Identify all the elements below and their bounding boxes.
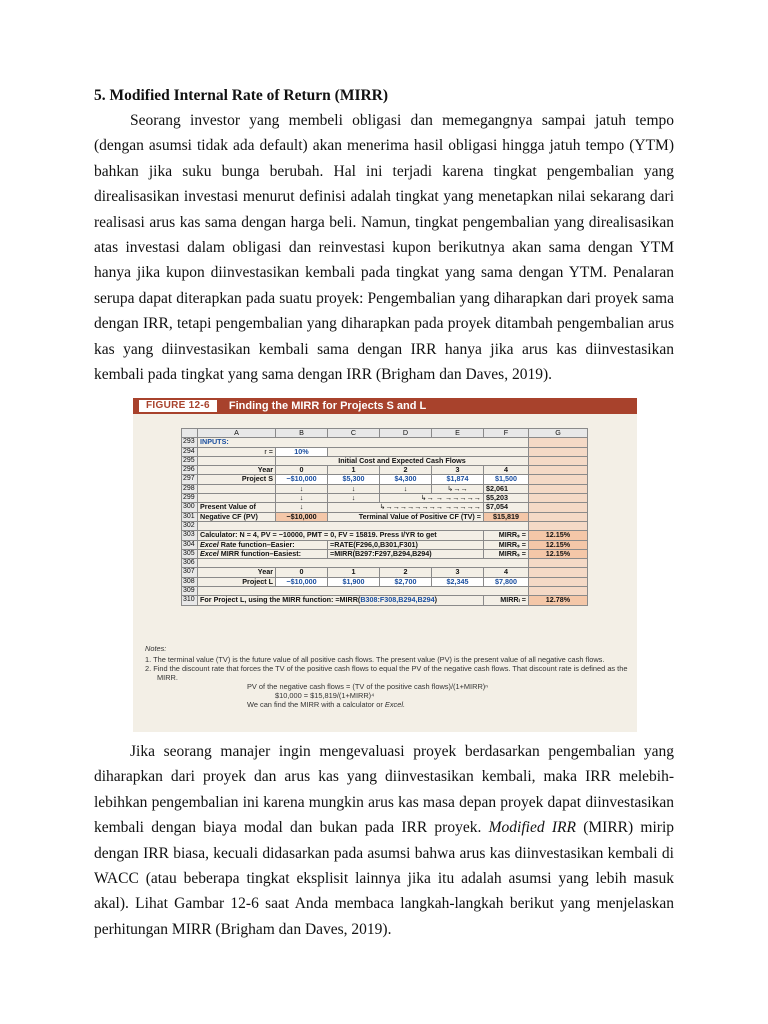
row-301: 301 Negative CF (PV) −$10,000 Terminal Value of Positive CF (TV) = $15,819 xyxy=(182,512,588,521)
col-header: F xyxy=(484,429,529,438)
terminal-value: $15,819 xyxy=(484,512,529,521)
row-300: 300 Present Value of ↓ ↳→→→→→→→→ →→→→→ $7,054 xyxy=(182,503,588,512)
paragraph-1: Seorang investor yang membeli obligasi dan memegangnya sampai jatuh tempo (dengan asumsi tidak ada default) akan menerima hasil obligasi hingga jatuh tempo (YTM) bahkan jika suku bunga berubah. Hal ini terjadi karena tingkat pengembalian yang direalisasikan investasi menurut definisi adalah tingkat yang menetapkan nilai sekarang dari realisasi arus kas sama dengan harga beli. Namun, tingkat pengembalian yang direalisasikan atas investasi dalam obligasi dan reinvestasi kupon berikutnya akan sama dengan YTM hanya jika kupon diinvestasikan kembali pada tingkat yang sama dengan YTM. Penalaran serupa dapat diterapkan pada suatu proyek: Pengembalian yang diharapkan dari proyek sama dengan IRR, tetapi pengembalian yang diharapkan pada proyek ditambah pengembalian arus kas yang diinvestasikan kembali sama dengan IRR hanya jika arus kas diinvestasikan kembali pada tingkat yang sama dengan IRR (Brigham dan Daves, 2019). xyxy=(94,112,674,384)
row-304: 304 Excel Rate function–Easier: =RATE(F296,0,B301,F301) MIRRₛ = 12.15% xyxy=(182,540,588,549)
section-heading: 5. Modified Internal Rate of Return (MIRR) xyxy=(94,87,389,104)
row-298: 298 ↓ ↓ ↓ ↳→→ $2,061 xyxy=(182,484,588,493)
figure-12-6 xyxy=(133,398,637,732)
col-header: G xyxy=(529,429,588,438)
mirr-l: 12.78% xyxy=(529,596,588,605)
paragraph-2: Jika seorang manajer ingin mengevaluasi proyek berdasarkan pengembalian yang diharapkan dari proyek dan arus kas yang diinvestasikan kembali, maka IRR melebih-lebihkan pengembalian ini karena mungkin arus kas masa depan proyek dapat diinvestasikan kembali dengan biaya modal dan bukan pada IRR proyek. Modified IRR (MIRR) mirip dengan IRR biasa, kecuali didasarkan pada asumsi bahwa arus kas diinvestasikan kembali di WACC (atau beberapa tingkat eksplisit lainnya jika itu adalah asumsi yang lebih masuk akal). Lihat Gambar 12-6 saat Anda membaca langkah-langkah berikut yang menjelaskan perhitungan MIRR (Brigham dan Daves, 2019). xyxy=(94,743,674,938)
document-page-continued xyxy=(94,739,674,942)
mirr-s-calculator: 12.15% xyxy=(529,531,588,540)
col-header: B xyxy=(276,429,328,438)
row-309: 309 xyxy=(182,587,588,596)
col-header: D xyxy=(380,429,432,438)
row-295: 295 Initial Cost and Expected Cash Flows xyxy=(182,456,588,465)
row-293: 293 INPUTS: xyxy=(182,438,588,447)
col-header: C xyxy=(328,429,380,438)
row-299: 299 ↓ ↓ ↳→ → →→→→→ $5,203 xyxy=(182,494,588,503)
figure-number: FIGURE 12-6 xyxy=(139,400,217,412)
row-305: 305 Excel MIRR function–Easiest: =MIRR(B297:F297,B294,B294) MIRRₛ = 12.15% xyxy=(182,549,588,558)
mirr-s-rate: 12.15% xyxy=(529,540,588,549)
row-302: 302 xyxy=(182,521,588,530)
col-header: A xyxy=(198,429,276,438)
row-310: 310 For Project L, using the MIRR function: =MIRR(B308:F308,B294,B294) MIRRₗ = 12.78% xyxy=(182,596,588,605)
row-308: 308 Project L −$10,000 $1,900 $2,700 $2,345 $7,800 xyxy=(182,577,588,586)
row-307: 307 Year 0 1 2 3 4 xyxy=(182,568,588,577)
cash-flow-heading: Initial Cost and Expected Cash Flows xyxy=(276,456,529,465)
figure-title-bar xyxy=(133,398,637,414)
pv-negative-cf: −$10,000 xyxy=(276,512,328,521)
spreadsheet xyxy=(181,428,587,606)
column-header-row xyxy=(182,429,588,438)
figure-notes: Notes: 1. The terminal value (TV) is the future value of all positive cash flows. The present value (PV) is the present value of all negative cash flows. 2. Find the discount rate that forces the TV of the positive cash flows to equal the PV of the negative cash flows. That discount rate is defined as the MIRR. PV of the negative cash flows = (TV of the positive cash flows)/(1+MIRR)ⁿ $10,000 = $15,819/(1+MIRR)⁴ We can find the MIRR with a calculator or Excel. xyxy=(145,644,628,709)
rate-label: r = xyxy=(198,447,276,456)
figure-title: Finding the MIRR for Projects S and L xyxy=(228,400,427,412)
document-page xyxy=(94,84,674,387)
mirr-s-mirr: 12.15% xyxy=(529,549,588,558)
row-303: 303 Calculator: N = 4, PV = −10000, PMT = 0, FV = 15819. Press I/YR to get MIRRₛ = 12.15% xyxy=(182,531,588,540)
rate-value: 10% xyxy=(276,447,328,456)
col-header: E xyxy=(432,429,484,438)
row-294: 294 r = 10% xyxy=(182,447,588,456)
inputs-label: INPUTS: xyxy=(198,438,529,447)
row-297: 297 Project S −$10,000 $5,300 $4,300 $1,874 $1,500 xyxy=(182,475,588,484)
row-306: 306 xyxy=(182,559,588,568)
row-296: 296 Year 0 1 2 3 4 xyxy=(182,466,588,475)
